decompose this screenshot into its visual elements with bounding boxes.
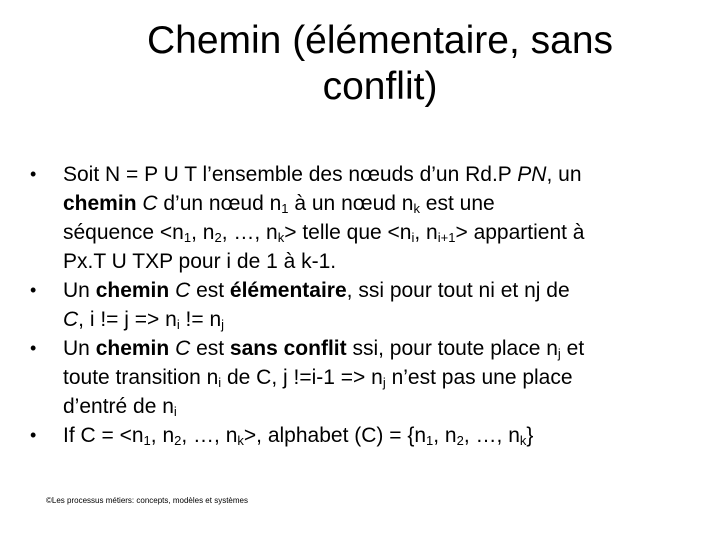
- bullet-dot-icon: •: [30, 164, 37, 184]
- bullet-line: Px.T U TXP pour i de 1 à k-1.: [63, 250, 337, 273]
- slide-title-line-2: conflit): [322, 65, 438, 108]
- bullet-line: If $C = <n_1$, $n_2$, …, $n_k>$, alphabet $(C) = \{n_1$, $n_2$, …, $n_k$}: [63, 424, 534, 448]
- bullet-line: Un chemin C est élémentaire, ssi pour tout ni et nj de: [63, 279, 570, 302]
- bullet-line: Soit N = P U T l’ensemble des nœuds d’un Rd.P PN, un: [63, 163, 582, 186]
- bullet-dot-icon: •: [30, 425, 37, 445]
- bullet-item: [30, 160, 700, 276]
- bullet-line: Un chemin C est sans conflit ssi, pour toute place $n_j$ et: [63, 337, 585, 361]
- slide-title-line-1: Chemin (élémentaire, sans: [146, 19, 614, 62]
- bullet-line: d’entré de $n_i$: [63, 395, 177, 419]
- slide-title: [70, 18, 690, 110]
- bullet-line: chemin C d’un nœud $n_1$ à un nœud $n_k$ est une: [63, 192, 495, 216]
- footer-copyright: ©Les processus métiers: concepts, modèles et systèmes: [46, 496, 248, 505]
- bullet-dot-icon: •: [30, 280, 37, 300]
- bullet-item: [30, 421, 700, 450]
- bullet-line: séquence $<n_1$, $n_2$, …, $n_k>$ telle que $<n_i$, $n_{i+1}>$ appartient à: [63, 221, 585, 245]
- bullet-list: [30, 160, 700, 450]
- bullet-line: toute transition $n_i$ de C, j $!=i-1 => n_j$ n’est pas une place: [63, 366, 573, 390]
- bullet-item: [30, 276, 700, 334]
- bullet-dot-icon: •: [30, 338, 37, 358]
- bullet-item: [30, 334, 700, 421]
- bullet-line: C, i != $j => n_i$ != $n_j$: [63, 308, 225, 332]
